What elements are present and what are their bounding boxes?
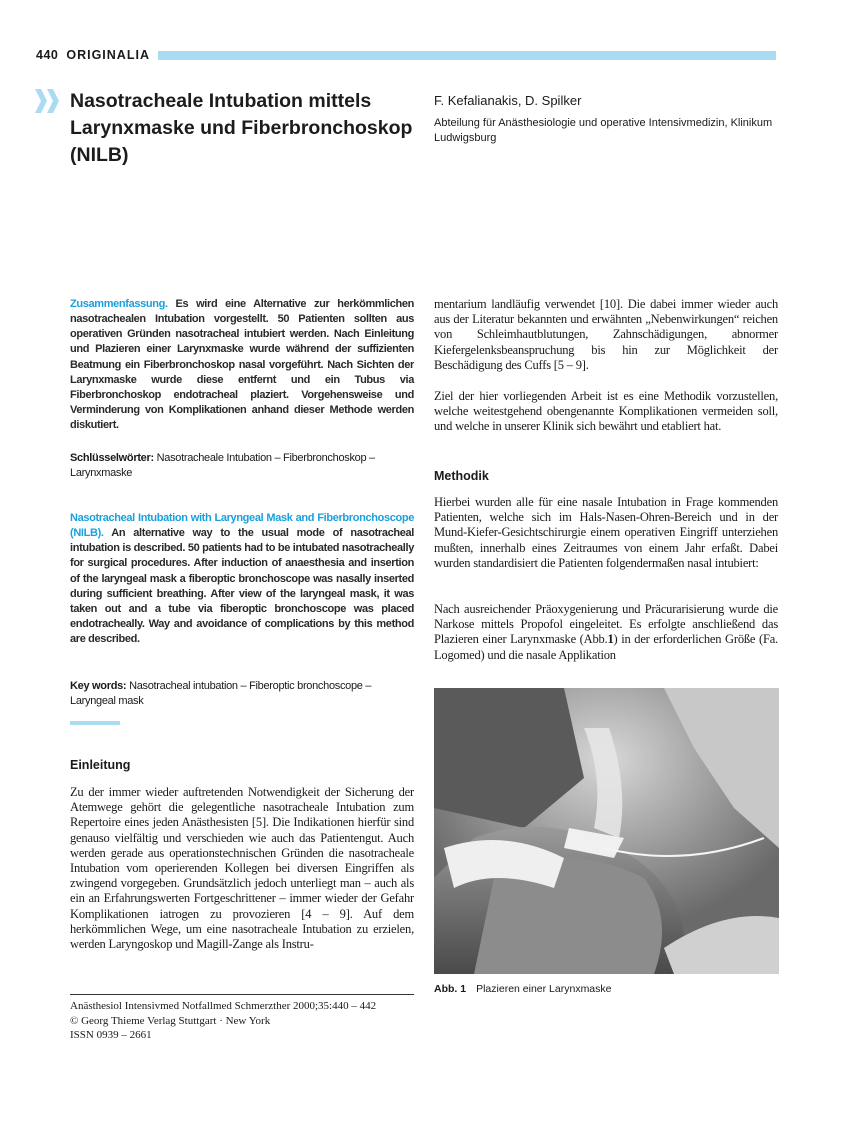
figure-photo [434,688,779,974]
methodik-paragraph-1 [434,495,778,571]
journal-citation: Anästhesiol Intensivmed Notfallmed Schmerzther 2000;35:440 – 442 [70,1000,377,1012]
abstract-lead-de: Zusammenfassung. [70,298,168,310]
section-label: ORIGINALIA [66,48,150,62]
methodik-text-1: Hierbei wurden alle für eine nasale Intubation in Frage kommenden Patienten, welche sich im Hals-Nasen-Ohren-Bereich und in der Mund-Kiefer-Gesichtschirurgie einem operativen Eingriff unterziehen mußten, innerhalb eines Zeitraumes von einem Jahr erfaßt. Dabei wurden standardisiert die Patienten folgendermaßen nasal intubiert: [434,495,778,570]
affiliation: Abteilung für Anästhesiologie und operative Intensivmedizin, Klinikum Ludwigsburg [434,117,773,144]
abstract-text-de: Es wird eine Alternative zur herkömmlichen nasotrachealen Intubation vorgestellt. 50 Patienten sollten aus operativen Gründen nasotracheal intubiert werden. Nach Einleitung und Plazieren einer Larynxmaske wurde während der suffizienten Beatmung ein Fiberbronchoskop nasal vorgeführt. Nach Sichten der Larynxmaske wurde diese entfernt und ein Tubus via Fiberbronchoskop endotracheal plaziert. Vorgehensweise und Verminderung von Komplikationen anhand dieser Methode werden diskutiert. [70,298,414,432]
figure-reference: 1 [607,632,614,647]
issn: ISSN 0939 – 2661 [70,1029,152,1041]
authors: F. Kefalianakis, D. Spilker [434,93,582,108]
footer-rule [70,994,414,995]
methodik-section [434,469,778,483]
methodik-text-2b: ) in der erforderlichen Größe (Fa. Logomed) und die nasale Applikation [434,632,778,662]
caption-text: Plazieren einer Larynxmaske [476,983,612,995]
methodik-paragraph-2 [434,602,778,663]
right-paragraph-2 [434,389,778,435]
right-text-1: mentarium landläufig verwendet [10]. Die dabei immer wieder auch aus der Literatur bekannten und erwähnten „Nebenwirkungen“ reichen von Schleimhautblutungen, Zahnschädigungen, abnormer Kiefergelenksbeanspruchung bis hin zur Möglichkeit der Beschädigung des Cuffs [5 – 9]. [434,297,778,372]
keywords-de: Nasotracheale Intubation – Fiberbronchoskop – Larynxmaske [70,452,375,480]
abstract-german [70,297,414,433]
double-chevron-quote-icon [35,89,61,113]
caption-number: Abb. 1 [434,983,467,995]
running-header [36,48,150,62]
keywords-label-de: Schlüsselwörter: [70,452,154,464]
einleitung-section [70,758,414,772]
header-accent-bar [158,51,776,60]
methodik-text-2a: Nach ausreichender Präoxygenierung und Präcurarisierung wurde die Narkose mittels Propofol eingeleitet. Es erfolgte anschließend das Plazieren einer Larynxmaske (Abb. [434,602,778,647]
einleitung-text: Zu der immer wieder auftretenden Notwendigkeit der Sicherung der Atemwege gehört die gelegentliche nasotracheale Intubation zum Repertoire eines jeden Anästhesisten [5]. Die Indikationen hierfür sind genauso vielfältig und verschieden wie auch das Patientengut. Auch werden gerade aus operationstechnischen Gründen die nasotracheale Intubation vom operierenden Kollegen bei diversen Eingriffen als zwingend vorgegeben. Grundsätzlich jedoch unterliegt man – auch als ein an Erfahrungswerten Fortgeschrittener – immer wieder der Gefahr Komplikationen iatrogen zu provozieren [4 – 9]. Auf dem herkömmlichen Wege, um eine nasotracheale Intubation zu erzielen, werden Laryngoskop und Magill-Zange als Instru- [70,785,414,952]
keywords-en: Nasotracheal intubation – Fiberoptic bronchoscope – Laryngeal mask [70,680,372,708]
figure-caption [434,983,612,995]
einleitung-heading: Einleitung [70,758,131,772]
right-text-2: Ziel der hier vorliegenden Arbeit ist es eine Methodik vorzustellen, welche weitestgehend obengenannte Komplikationen vermeiden soll, und welche in unserer Klinik sich bewährt und etabliert hat. [434,389,778,434]
abstract-divider [70,721,120,725]
abstract-lead-en: Nasotracheal Intubation with Laryngeal Mask and Fiberbronchoscope (NILB). [70,512,414,540]
methodik-text-2 [434,602,778,663]
page-number: 440 [36,48,59,62]
publisher: © Georg Thieme Verlag Stuttgart · New York [70,1014,271,1027]
keywords-label-en: Key words: [70,680,127,692]
abstract-text-en: An alternative way to the usual mode of nasotracheal intubation is described. 50 patients had to be intubated nasotracheally for surgical procedures. After induction of anaesthesia and insertion of the laryngeal mask a fiberoptic bronchoscope was nasally inserted during sufficient breathing. After view of the laryngeal mask, it was taken out and a tube via fiberoptic bronchoscope was placed endotracheally. Way and avoidance of complications by this method are described. [70,527,414,646]
einleitung-body [70,785,414,952]
keywords-english [70,679,414,709]
right-paragraph-1 [434,297,778,373]
keywords-german [70,451,414,481]
methodik-heading: Methodik [434,469,489,483]
footer [70,999,414,1043]
abstract-english [70,511,414,647]
article-title: Nasotracheale Intubation mittels Larynxmaske und Fiberbronchoskop (NILB) [70,90,413,166]
